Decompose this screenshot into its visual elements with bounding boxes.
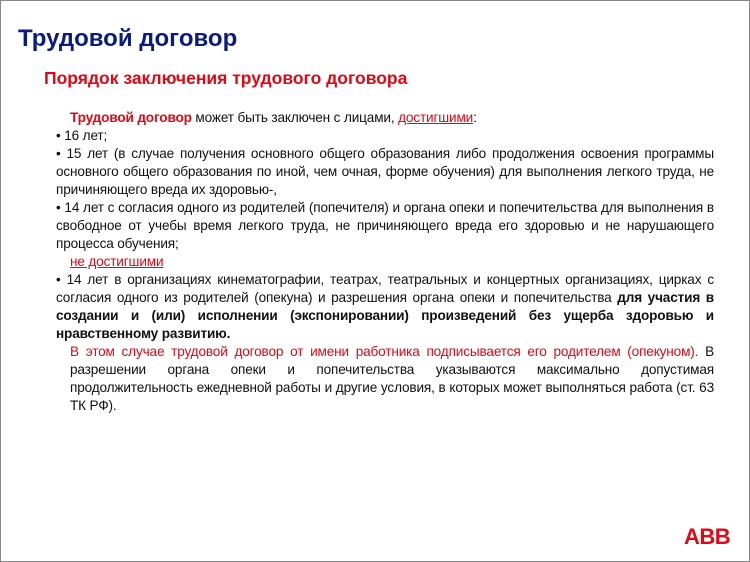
intro-paragraph <box>56 109 714 127</box>
final-red-text: В этом случае трудовой договор от имени работника подписывается его родителем (опекуном). <box>70 344 699 359</box>
slide-subtitle: Порядок заключения трудового договора <box>44 68 408 88</box>
list-item: • 15 лет (в случае получения основного общего образования либо продолжения освоения программы основного общего образования по иной, чем очная, форме обучения) для выполнения легкого труда, не причиняющего вреда их здоровью-, <box>56 146 714 197</box>
slide-body <box>56 109 714 415</box>
intro-term: Трудовой договор <box>70 110 192 125</box>
intro-colon: : <box>473 110 477 125</box>
list-item: • 14 лет с согласия одного из родителей (попечителя) и органа опеки и попечительства для выполнения в свободное от учебы время легкого труда, не причиняющего вреда его здоровью и не нарушающего процесса обучения; <box>56 200 714 251</box>
not-reached-heading <box>56 253 714 271</box>
final-text: В разрешении органа опеки и попечительства указываются максимально допустимая продолжительность ежедневной работы и другие условия, в которых может выполняться работа (ст. 63 ТК РФ). <box>70 344 714 413</box>
list-item: • 16 лет; <box>56 128 108 143</box>
abb-logo: ABB <box>684 524 731 549</box>
slide-title: Трудовой договор <box>18 25 238 52</box>
intro-text: может быть заключен с лицами, <box>191 110 399 125</box>
bullet-4-text: • 14 лет в организациях кинематографии, театрах, театральных и концертных организациях, цирках с согласия одного из родителей (опекуна) и разрешения органа опеки и попечительства <box>56 272 714 305</box>
final-paragraph <box>56 343 714 415</box>
not-reached-link: не достигшими <box>70 254 164 269</box>
list-item <box>56 271 714 343</box>
reached-link: достигшими <box>398 110 474 125</box>
bullet-4-bold: для участия в создании и (или) исполнении (экспонировании) произведений без ущерба здоровью и нравственному развитию. <box>56 290 714 341</box>
